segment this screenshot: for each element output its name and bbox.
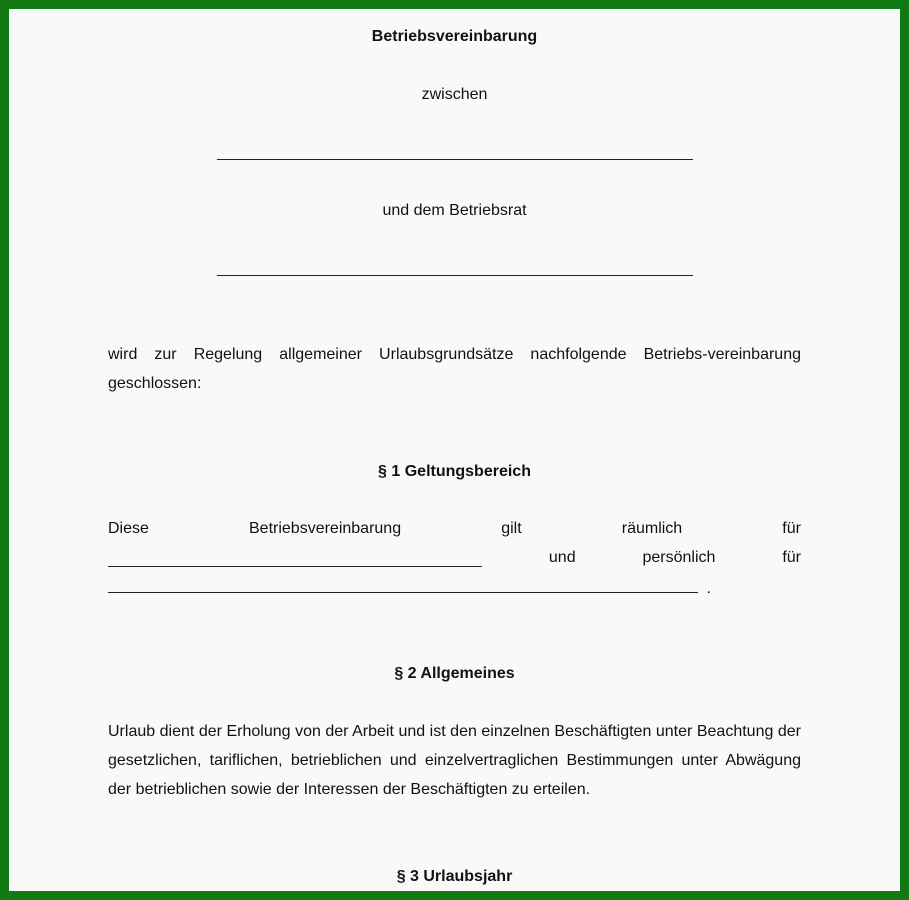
word: Betriebsvereinbarung [249,520,402,537]
intro-paragraph: wird zur Regelung allgemeiner Urlaubsgrundsätze nachfolgende Betriebs-vereinbarung geschlossen: [108,346,801,392]
word: gilt [501,520,522,537]
personal-scope-blank [108,578,698,593]
section-3-heading: § 3 Urlaubsjahr [396,868,513,885]
word: persönlich [642,549,716,566]
between-label: zwischen [421,86,488,103]
line-end-period: . [706,580,711,597]
document-page [9,9,900,891]
section-1-line-2 [108,549,801,567]
word: für [782,549,801,566]
section-1-line-3 [108,578,711,598]
works-council-name-blank [217,275,693,276]
works-council-label: und dem Betriebsrat [382,202,527,219]
section-1-heading: § 1 Geltungsbereich [378,463,531,480]
section-2-heading: § 2 Allgemeines [394,665,515,682]
word: Diese [108,520,149,537]
employer-name-blank [217,159,693,160]
document-title: Betriebsvereinbarung [371,28,538,45]
word: räumlich [621,520,683,537]
section-2-paragraph: Urlaub dient der Erholung von der Arbeit und ist den einzelnen Beschäftigten unter Beachtung der gesetzlichen, tariflichen, betrieblichen und einzelvertraglichen Bestimmungen unter Abwägung der betrieblichen sowie der Interessen der Beschäftigten zu erteilen. [108,723,801,798]
word: und [548,549,576,566]
section-1-line-1 [108,520,801,538]
word: für [782,520,801,537]
spatial-scope-blank [108,552,482,567]
